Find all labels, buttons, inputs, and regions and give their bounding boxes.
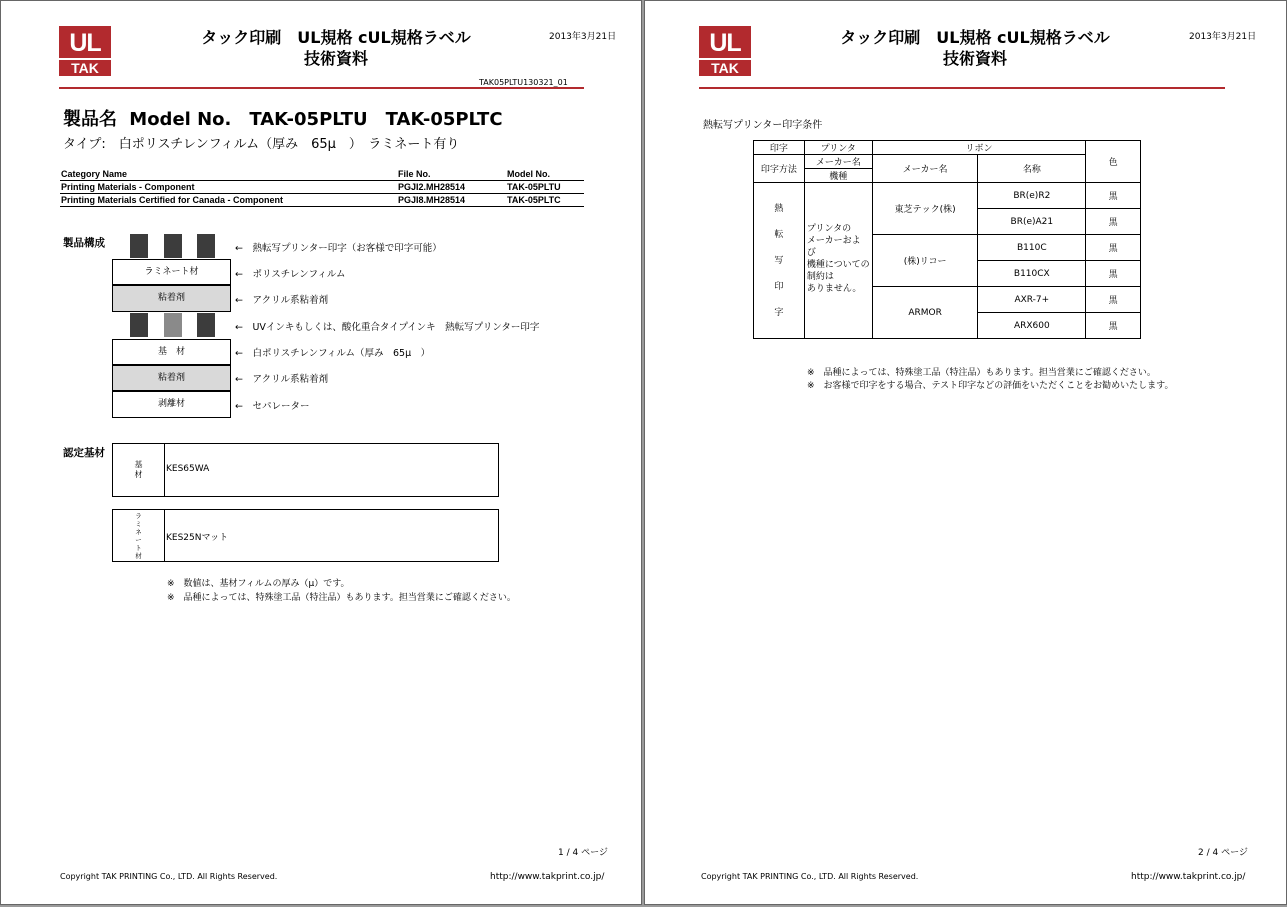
laminate-material-value: KES25Nマット bbox=[166, 533, 229, 543]
layer-adhesive-bottom: 粘着剤 bbox=[112, 365, 231, 391]
table-row bbox=[60, 194, 584, 207]
annotation-uv-ink: ← UVインキもしくは、酸化重合タイプインキ 熱転写プリンター印字 bbox=[235, 322, 540, 333]
cell-category: Printing Materials Certified for Canada - Component bbox=[60, 194, 397, 207]
note-line: ※ 数値は、基材フィルムの厚み（μ）です。 bbox=[167, 579, 350, 589]
title-line-1: タック印刷 UL規格 cUL規格ラベル bbox=[840, 28, 1110, 47]
table-header-row bbox=[754, 155, 1141, 169]
product-heading bbox=[63, 105, 503, 131]
page-number: 1 / 4 ページ bbox=[558, 848, 608, 858]
certified-materials-label: 認定基材 bbox=[63, 447, 105, 459]
document-page-2 bbox=[644, 0, 1287, 905]
cell-file-no: PGJI2.MH28514 bbox=[397, 181, 506, 194]
ribbon-name-cell: BR(e)R2 bbox=[978, 183, 1086, 209]
print-ink-block bbox=[164, 234, 182, 258]
print-ink-block bbox=[130, 234, 148, 258]
printer-note-cell bbox=[804, 183, 872, 339]
printing-conditions-table bbox=[753, 140, 1141, 339]
header-printer-model: 機種 bbox=[804, 169, 872, 183]
print-method-cell bbox=[754, 183, 805, 339]
website-link[interactable]: http://www.takprint.co.jp/ bbox=[490, 872, 605, 882]
side-char: 材 bbox=[134, 470, 143, 479]
header-category-name: Category Name bbox=[60, 168, 397, 181]
ribbon-color-cell: 黒 bbox=[1086, 235, 1141, 261]
layer-base: 基 材 bbox=[112, 339, 231, 365]
ul-tak-logo bbox=[699, 26, 751, 76]
cell-model-no: TAK-05PLTC bbox=[506, 194, 584, 207]
method-char: 写 bbox=[774, 255, 784, 266]
product-type: タイプ: 白ポリスチレンフィルム（厚み 65μ ） ラミネート有り bbox=[63, 137, 460, 152]
ribbon-name-cell: ARX600 bbox=[978, 313, 1086, 339]
copyright: Copyright TAK PRINTING Co., LTD. All Rights Reserved. bbox=[60, 872, 278, 881]
side-char: ネ bbox=[135, 527, 142, 536]
layer-laminate: ラミネート材 bbox=[112, 259, 231, 285]
ribbon-name-cell: B110CX bbox=[978, 261, 1086, 287]
annotation-white-polystyrene: ← 白ポリスチレンフィルム（厚み 65μ ） bbox=[235, 348, 431, 359]
annotation-acrylic-adhesive-2: ← アクリル系粘着剤 bbox=[235, 374, 329, 385]
side-char: ミ bbox=[135, 519, 142, 528]
product-heading-label: 製品名 bbox=[63, 109, 117, 130]
printer-note-line: プリンタの bbox=[806, 224, 852, 234]
page-number: 2 / 4 ページ bbox=[1198, 848, 1248, 858]
side-char: 基 bbox=[134, 460, 143, 469]
page-title bbox=[810, 27, 1140, 69]
layer-adhesive-top: 粘着剤 bbox=[112, 285, 231, 312]
uv-ink-block bbox=[130, 313, 148, 337]
ribbon-color-cell: 黒 bbox=[1086, 261, 1141, 287]
document-date: 2013年3月21日 bbox=[549, 32, 617, 42]
header-color: 色 bbox=[1086, 141, 1141, 183]
table-header-row bbox=[754, 141, 1141, 155]
header-rule bbox=[699, 87, 1225, 89]
side-char: ラ bbox=[135, 511, 142, 520]
uv-ink-block bbox=[197, 313, 215, 337]
title-line-1: タック印刷 UL規格 cUL規格ラベル bbox=[201, 28, 471, 47]
note-line: ※ 品種によっては、特殊塗工品（特注品）もあります。担当営業にご確認ください。 bbox=[807, 368, 1156, 378]
table-row bbox=[754, 183, 1141, 209]
title-line-2: 技術資料 bbox=[303, 49, 368, 68]
ribbon-name-cell: B110C bbox=[978, 235, 1086, 261]
print-ink-block bbox=[197, 234, 215, 258]
ribbon-color-cell: 黒 bbox=[1086, 287, 1141, 313]
title-line-2: 技術資料 bbox=[942, 49, 1007, 68]
cell-model-no: TAK-05PLTU bbox=[506, 181, 584, 194]
layer-release-liner: 剥離材 bbox=[112, 391, 231, 418]
method-char: 熱 bbox=[774, 203, 784, 214]
composition-label: 製品構成 bbox=[63, 237, 105, 249]
cell-category: Printing Materials - Component bbox=[60, 181, 397, 194]
logo-tak-text: TAK bbox=[59, 58, 111, 76]
website-link[interactable]: http://www.takprint.co.jp/ bbox=[1131, 872, 1246, 882]
table-row bbox=[60, 181, 584, 194]
header-model-no: Model No. bbox=[506, 168, 584, 181]
base-material-value: KES65WA bbox=[166, 464, 210, 474]
header-rule bbox=[59, 87, 584, 89]
category-table bbox=[60, 168, 584, 207]
ul-tak-logo bbox=[59, 26, 111, 76]
header-print-method: 印字方法 bbox=[754, 155, 805, 183]
base-material-box bbox=[112, 443, 499, 497]
method-char: 字 bbox=[774, 307, 784, 318]
annotation-polystyrene: ← ポリスチレンフィルム bbox=[235, 269, 346, 280]
logo-ul-text: UL bbox=[69, 29, 101, 57]
header-printer: プリンタ bbox=[804, 141, 872, 155]
ribbon-name-cell: AXR-7+ bbox=[978, 287, 1086, 313]
document-date: 2013年3月21日 bbox=[1189, 32, 1257, 42]
laminate-material-side-label bbox=[113, 510, 165, 561]
annotation-thermal-print: ← 熱転写プリンター印字（お客様で印字可能） bbox=[235, 243, 442, 254]
laminate-material-box bbox=[112, 509, 499, 562]
ribbon-color-cell: 黒 bbox=[1086, 313, 1141, 339]
annotation-acrylic-adhesive: ← アクリル系粘着剤 bbox=[235, 295, 329, 306]
side-char: 材 bbox=[135, 551, 142, 560]
side-char: ト bbox=[135, 543, 142, 552]
ribbon-color-cell: 黒 bbox=[1086, 209, 1141, 235]
printer-note-line: ありません。 bbox=[806, 284, 862, 294]
note-line: ※ お客様で印字をする場合、テスト印字などの評価をいただくことをお勧めいたします。 bbox=[807, 381, 1174, 391]
document-code: TAK05PLTU130321_01 bbox=[479, 78, 568, 87]
base-material-side-label bbox=[113, 444, 165, 496]
header-file-no: File No. bbox=[397, 168, 506, 181]
method-char: 印 bbox=[774, 281, 784, 292]
method-char: 転 bbox=[774, 229, 784, 240]
header-ribbon-maker: メーカー名 bbox=[872, 155, 978, 183]
ribbon-maker-cell: (株)リコー bbox=[872, 235, 978, 287]
ribbon-name-cell: BR(e)A21 bbox=[978, 209, 1086, 235]
uv-ink-block bbox=[164, 313, 182, 337]
printer-note-line: び bbox=[806, 248, 816, 258]
logo-tak-text: TAK bbox=[699, 58, 751, 76]
printer-note-line: 機種についての制約は bbox=[806, 260, 870, 282]
side-char: ー bbox=[135, 535, 142, 544]
page-title bbox=[171, 27, 501, 69]
header-print: 印字 bbox=[754, 141, 805, 155]
section-title: 熱転写プリンター印字条件 bbox=[703, 120, 823, 131]
ribbon-color-cell: 黒 bbox=[1086, 183, 1141, 209]
product-model-numbers: Model No. TAK-05PLTU TAK-05PLTC bbox=[129, 109, 503, 130]
ribbon-maker-cell: 東芝テック(株) bbox=[872, 183, 978, 235]
document-page-1 bbox=[0, 0, 642, 905]
annotation-separator: ← セパレーター bbox=[235, 401, 310, 412]
cell-file-no: PGJI8.MH28514 bbox=[397, 194, 506, 207]
copyright: Copyright TAK PRINTING Co., LTD. All Rights Reserved. bbox=[701, 872, 919, 881]
header-ribbon: リボン bbox=[872, 141, 1085, 155]
printer-note-line: メーカーおよ bbox=[806, 236, 861, 246]
note-line: ※ 品種によっては、特殊塗工品（特注品）もあります。担当営業にご確認ください。 bbox=[167, 593, 516, 603]
logo-ul-text: UL bbox=[709, 29, 741, 57]
ribbon-maker-cell: ARMOR bbox=[872, 287, 978, 339]
header-ribbon-name: 名称 bbox=[978, 155, 1086, 183]
category-table-header bbox=[60, 168, 584, 181]
header-printer-maker: メーカー名 bbox=[804, 155, 872, 169]
